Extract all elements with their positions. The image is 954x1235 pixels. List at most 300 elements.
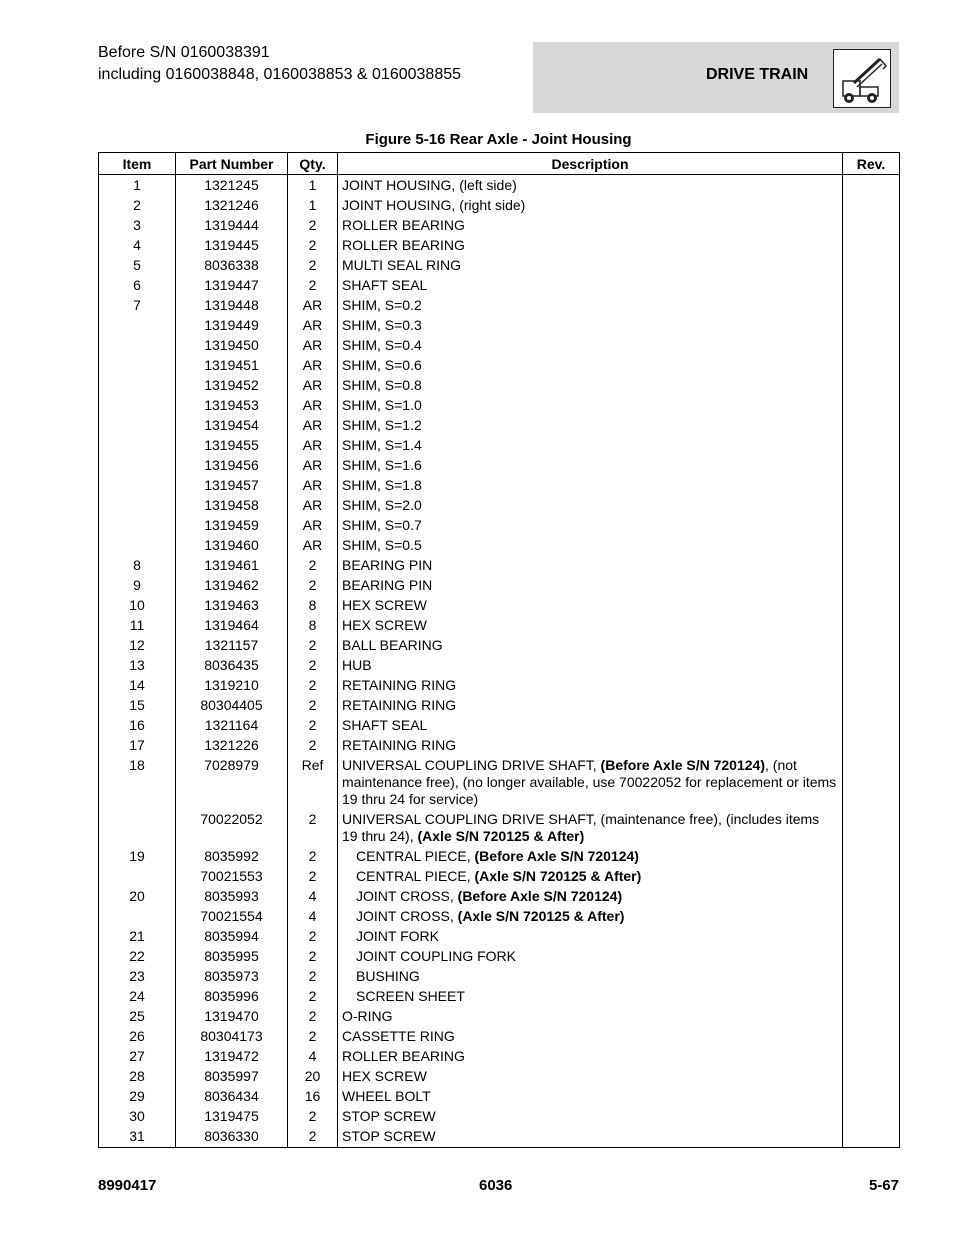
header-line-1: Before S/N 0160038391	[98, 44, 270, 61]
cell-qty: 4	[288, 1047, 338, 1067]
cell-description	[338, 810, 843, 847]
cell-qty: AR	[288, 316, 338, 336]
cell-part-number: 8035994	[176, 927, 288, 947]
cell-rev	[843, 1067, 900, 1087]
cell-rev	[843, 987, 900, 1007]
cell-part-number: 7028979	[176, 756, 288, 810]
cell-rev	[843, 436, 900, 456]
cell-qty: Ref	[288, 756, 338, 810]
cell-qty: AR	[288, 536, 338, 556]
cell-part-number: 1319452	[176, 376, 288, 396]
cell-rev	[843, 616, 900, 636]
cell-qty: 2	[288, 847, 338, 867]
table-row	[99, 987, 900, 1007]
description-text: RETAINING RING	[342, 677, 457, 693]
cell-item: 24	[99, 987, 176, 1007]
cell-part-number: 8035997	[176, 1067, 288, 1087]
description-text: O-RING	[342, 1008, 393, 1024]
table-row	[99, 536, 900, 556]
footer-page-number: 5-67	[868, 1177, 899, 1194]
table-row	[99, 236, 900, 256]
cell-rev	[843, 1047, 900, 1067]
cell-item: 7	[99, 296, 176, 316]
cell-description	[338, 716, 843, 736]
cell-part-number: 8036435	[176, 656, 288, 676]
cell-rev	[843, 236, 900, 256]
cell-description	[338, 947, 843, 967]
cell-rev	[843, 396, 900, 416]
description-text: CENTRAL PIECE,	[356, 848, 475, 864]
description-text: SHIM, S=1.2	[342, 417, 422, 433]
cell-rev	[843, 576, 900, 596]
cell-qty: 4	[288, 887, 338, 907]
description-text: SHAFT SEAL	[342, 277, 428, 293]
cell-qty: 2	[288, 947, 338, 967]
col-item-header: Item	[99, 153, 176, 175]
cell-part-number: 70021554	[176, 907, 288, 927]
cell-item: 5	[99, 256, 176, 276]
cell-qty: 2	[288, 236, 338, 256]
cell-rev	[843, 596, 900, 616]
table-row	[99, 336, 900, 356]
cell-qty: AR	[288, 436, 338, 456]
cell-qty: 2	[288, 810, 338, 847]
cell-item: 1	[99, 175, 176, 197]
cell-description	[338, 256, 843, 276]
cell-rev	[843, 736, 900, 756]
cell-part-number: 1321246	[176, 196, 288, 216]
cell-part-number: 8035996	[176, 987, 288, 1007]
cell-rev	[843, 336, 900, 356]
description-text: HEX SCREW	[342, 1068, 427, 1084]
table-row	[99, 967, 900, 987]
cell-rev	[843, 656, 900, 676]
cell-description	[338, 376, 843, 396]
cell-description	[338, 556, 843, 576]
cell-part-number: 1319448	[176, 296, 288, 316]
cell-qty: AR	[288, 396, 338, 416]
cell-description	[338, 616, 843, 636]
cell-part-number: 8035995	[176, 947, 288, 967]
description-text: ROLLER BEARING	[342, 217, 465, 233]
cell-item	[99, 396, 176, 416]
table-row	[99, 847, 900, 867]
cell-part-number: 70021553	[176, 867, 288, 887]
cell-description	[338, 927, 843, 947]
cell-item: 30	[99, 1107, 176, 1127]
cell-rev	[843, 636, 900, 656]
description-text: CASSETTE RING	[342, 1028, 455, 1044]
cell-rev	[843, 1127, 900, 1148]
cell-qty: 4	[288, 907, 338, 927]
description-text: JOINT CROSS,	[356, 908, 458, 924]
description-text: (Axle S/N 720125 & After)	[417, 828, 585, 844]
cell-part-number: 1319462	[176, 576, 288, 596]
cell-qty: AR	[288, 476, 338, 496]
description-text: (Before Axle S/N 720124)	[600, 757, 765, 773]
description-text: HEX SCREW	[342, 617, 427, 633]
cell-qty: 2	[288, 867, 338, 887]
table-row	[99, 887, 900, 907]
cell-qty: 8	[288, 596, 338, 616]
cell-description	[338, 276, 843, 296]
description-text: (Axle S/N 720125 & After)	[474, 868, 642, 884]
cell-description	[338, 1027, 843, 1047]
cell-rev	[843, 216, 900, 236]
cell-item: 22	[99, 947, 176, 967]
cell-rev	[843, 316, 900, 336]
description-text: SHIM, S=0.2	[342, 297, 422, 313]
table-row	[99, 1127, 900, 1148]
cell-rev	[843, 416, 900, 436]
table-row	[99, 396, 900, 416]
table-row	[99, 296, 900, 316]
cell-item: 19	[99, 847, 176, 867]
cell-rev	[843, 256, 900, 276]
cell-part-number: 1319464	[176, 616, 288, 636]
cell-qty: 2	[288, 967, 338, 987]
cell-part-number: 1319457	[176, 476, 288, 496]
description-text: (Before Axle S/N 720124)	[457, 888, 623, 904]
cell-part-number: 1319461	[176, 556, 288, 576]
cell-description	[338, 336, 843, 356]
cell-item: 25	[99, 1007, 176, 1027]
table-row	[99, 496, 900, 516]
description-text: SHIM, S=2.0	[342, 497, 422, 513]
table-row	[99, 436, 900, 456]
cell-description	[338, 536, 843, 556]
header-line-2: including 0160038848, 0160038853 & 0160038855	[98, 66, 462, 83]
cell-item: 20	[99, 887, 176, 907]
description-text: RETAINING RING	[342, 697, 457, 713]
section-banner	[533, 42, 899, 113]
col-qty-header: Qty.	[288, 153, 338, 175]
table-row	[99, 276, 900, 296]
cell-item	[99, 456, 176, 476]
cell-description	[338, 1067, 843, 1087]
table-row	[99, 656, 900, 676]
table-row	[99, 456, 900, 476]
cell-qty: 2	[288, 656, 338, 676]
cell-qty: 2	[288, 1007, 338, 1027]
table-row	[99, 556, 900, 576]
cell-description	[338, 887, 843, 907]
cell-rev	[843, 276, 900, 296]
cell-item: 13	[99, 656, 176, 676]
cell-part-number: 1319210	[176, 676, 288, 696]
cell-qty: AR	[288, 456, 338, 476]
cell-rev	[843, 716, 900, 736]
cell-rev	[843, 175, 900, 197]
description-text: SHIM, S=1.6	[342, 457, 422, 473]
description-text: BALL BEARING	[342, 637, 443, 653]
cell-item: 21	[99, 927, 176, 947]
table-row	[99, 216, 900, 236]
cell-part-number: 80304405	[176, 696, 288, 716]
section-title: DRIVE TRAIN	[706, 66, 809, 83]
cell-description	[338, 636, 843, 656]
cell-description	[338, 476, 843, 496]
cell-description	[338, 396, 843, 416]
description-text: STOP SCREW	[342, 1108, 436, 1124]
cell-rev	[843, 196, 900, 216]
cell-qty: 2	[288, 716, 338, 736]
cell-qty: AR	[288, 516, 338, 536]
cell-qty: 2	[288, 987, 338, 1007]
cell-rev	[843, 810, 900, 847]
cell-qty: 2	[288, 216, 338, 236]
cell-rev	[843, 907, 900, 927]
cell-qty: AR	[288, 496, 338, 516]
table-row	[99, 676, 900, 696]
cell-qty: 2	[288, 1127, 338, 1148]
cell-item	[99, 356, 176, 376]
description-text: WHEEL BOLT	[342, 1088, 431, 1104]
cell-item: 15	[99, 696, 176, 716]
cell-description	[338, 516, 843, 536]
cell-part-number: 1319451	[176, 356, 288, 376]
description-text: JOINT FORK	[356, 928, 439, 944]
cell-qty: AR	[288, 336, 338, 356]
cell-description	[338, 1007, 843, 1027]
description-text: SHIM, S=0.8	[342, 377, 422, 393]
table-row	[99, 416, 900, 436]
description-text: ROLLER BEARING	[342, 237, 465, 253]
cell-item: 31	[99, 1127, 176, 1148]
cell-item	[99, 867, 176, 887]
cell-part-number: 1319453	[176, 396, 288, 416]
cell-item: 23	[99, 967, 176, 987]
description-text: SHIM, S=0.6	[342, 357, 422, 373]
cell-item	[99, 436, 176, 456]
description-text: SHIM, S=0.7	[342, 517, 422, 533]
cell-part-number: 8035973	[176, 967, 288, 987]
cell-item: 11	[99, 616, 176, 636]
cell-rev	[843, 516, 900, 536]
cell-qty: 2	[288, 576, 338, 596]
cell-description	[338, 175, 843, 197]
cell-item: 2	[99, 196, 176, 216]
cell-qty: 2	[288, 1027, 338, 1047]
cell-item	[99, 416, 176, 436]
cell-qty: 2	[288, 556, 338, 576]
cell-rev	[843, 556, 900, 576]
cell-part-number: 1319458	[176, 496, 288, 516]
cell-part-number: 70022052	[176, 810, 288, 847]
description-text: HEX SCREW	[342, 597, 427, 613]
description-text: UNIVERSAL COUPLING DRIVE SHAFT,	[342, 757, 601, 773]
cell-part-number: 1319449	[176, 316, 288, 336]
cell-item	[99, 496, 176, 516]
cell-item	[99, 336, 176, 356]
cell-description	[338, 196, 843, 216]
table-row	[99, 1087, 900, 1107]
cell-description	[338, 316, 843, 336]
cell-description	[338, 1087, 843, 1107]
table-row	[99, 927, 900, 947]
parts-table-body	[99, 175, 900, 1148]
cell-rev	[843, 947, 900, 967]
table-row	[99, 616, 900, 636]
cell-description	[338, 296, 843, 316]
table-row	[99, 1107, 900, 1127]
cell-item: 26	[99, 1027, 176, 1047]
description-text: STOP SCREW	[342, 1128, 436, 1144]
figure-title: Figure 5-16 Rear Axle - Joint Housing	[365, 131, 632, 148]
cell-part-number: 1319447	[176, 276, 288, 296]
col-part-header: Part Number	[176, 153, 288, 175]
cell-item: 29	[99, 1087, 176, 1107]
description-text: BEARING PIN	[342, 557, 433, 573]
cell-qty: 2	[288, 927, 338, 947]
table-row	[99, 256, 900, 276]
cell-item	[99, 536, 176, 556]
table-row	[99, 316, 900, 336]
description-text: SHIM, S=1.8	[342, 477, 422, 493]
description-text: ROLLER BEARING	[342, 1048, 465, 1064]
description-text: JOINT HOUSING, (right side)	[342, 197, 526, 213]
table-row	[99, 756, 900, 810]
col-rev-header: Rev.	[843, 153, 900, 175]
col-desc-header: Description	[338, 153, 843, 175]
table-row	[99, 716, 900, 736]
table-row	[99, 810, 900, 847]
cell-description	[338, 496, 843, 516]
cell-qty: AR	[288, 356, 338, 376]
cell-qty: 2	[288, 736, 338, 756]
cell-description	[338, 456, 843, 476]
cell-item: 27	[99, 1047, 176, 1067]
cell-item: 16	[99, 716, 176, 736]
cell-rev	[843, 1087, 900, 1107]
cell-item: 9	[99, 576, 176, 596]
description-text: SHIM, S=0.3	[342, 317, 422, 333]
cell-item: 4	[99, 236, 176, 256]
description-text: SHIM, S=0.4	[342, 337, 422, 353]
cell-rev	[843, 1027, 900, 1047]
cell-qty: AR	[288, 376, 338, 396]
cell-part-number: 1319450	[176, 336, 288, 356]
cell-rev	[843, 696, 900, 716]
cell-qty: AR	[288, 416, 338, 436]
cell-rev	[843, 967, 900, 987]
cell-rev	[843, 756, 900, 810]
table-row	[99, 196, 900, 216]
cell-part-number: 8035993	[176, 887, 288, 907]
description-text: SHIM, S=0.5	[342, 537, 422, 553]
description-text: RETAINING RING	[342, 737, 457, 753]
cell-description	[338, 867, 843, 887]
table-row	[99, 696, 900, 716]
cell-rev	[843, 456, 900, 476]
table-row	[99, 947, 900, 967]
cell-item: 3	[99, 216, 176, 236]
table-row	[99, 596, 900, 616]
cell-qty: AR	[288, 296, 338, 316]
table-header-row	[99, 153, 900, 175]
description-text: SHIM, S=1.4	[342, 437, 422, 453]
cell-rev	[843, 356, 900, 376]
cell-qty: 16	[288, 1087, 338, 1107]
cell-item	[99, 476, 176, 496]
cell-description	[338, 356, 843, 376]
cell-description	[338, 436, 843, 456]
description-text: JOINT CROSS,	[356, 888, 458, 904]
cell-item	[99, 516, 176, 536]
cell-qty: 2	[288, 1107, 338, 1127]
description-text: HUB	[342, 657, 372, 673]
table-row	[99, 636, 900, 656]
cell-description	[338, 967, 843, 987]
cell-item: 14	[99, 676, 176, 696]
cell-rev	[843, 1007, 900, 1027]
cell-part-number: 80304173	[176, 1027, 288, 1047]
cell-qty: 1	[288, 196, 338, 216]
cell-part-number: 1319463	[176, 596, 288, 616]
description-text: BEARING PIN	[342, 577, 433, 593]
table-row	[99, 1047, 900, 1067]
cell-qty: 2	[288, 276, 338, 296]
description-text: MULTI SEAL RING	[342, 257, 462, 273]
cell-description	[338, 236, 843, 256]
cell-item: 18	[99, 756, 176, 810]
cell-part-number: 1319470	[176, 1007, 288, 1027]
cell-rev	[843, 1107, 900, 1127]
cell-description	[338, 696, 843, 716]
table-row	[99, 516, 900, 536]
table-row	[99, 356, 900, 376]
table-row	[99, 907, 900, 927]
cell-qty: 2	[288, 696, 338, 716]
cell-description	[338, 216, 843, 236]
table-row	[99, 476, 900, 496]
cell-description	[338, 756, 843, 810]
cell-description	[338, 1107, 843, 1127]
table-row	[99, 1007, 900, 1027]
cell-qty: 2	[288, 256, 338, 276]
cell-description	[338, 596, 843, 616]
cell-description	[338, 656, 843, 676]
cell-part-number: 1321157	[176, 636, 288, 656]
cell-item: 8	[99, 556, 176, 576]
cell-rev	[843, 536, 900, 556]
cell-qty: 20	[288, 1067, 338, 1087]
cell-part-number: 1321245	[176, 175, 288, 197]
description-text: (Axle S/N 720125 & After)	[457, 908, 625, 924]
cell-item	[99, 810, 176, 847]
cell-rev	[843, 847, 900, 867]
footer-model: 6036	[479, 1177, 513, 1194]
cell-description	[338, 1127, 843, 1148]
cell-rev	[843, 867, 900, 887]
cell-qty: 2	[288, 636, 338, 656]
cell-description	[338, 847, 843, 867]
description-text: , (not maintenance free), (no longer available, use 70022052 for replacement or items 19 thru 24 for service)	[342, 757, 837, 807]
table-row	[99, 175, 900, 197]
cell-qty: 1	[288, 175, 338, 197]
cell-description	[338, 1047, 843, 1067]
header-applicability	[98, 42, 461, 86]
cell-description	[338, 987, 843, 1007]
cell-part-number: 8036434	[176, 1087, 288, 1107]
cell-part-number: 1319460	[176, 536, 288, 556]
cell-part-number: 8036330	[176, 1127, 288, 1148]
description-text: SHIM, S=1.0	[342, 397, 422, 413]
table-row	[99, 1027, 900, 1047]
cell-item: 17	[99, 736, 176, 756]
description-text: JOINT COUPLING FORK	[356, 948, 516, 964]
cell-qty: 8	[288, 616, 338, 636]
